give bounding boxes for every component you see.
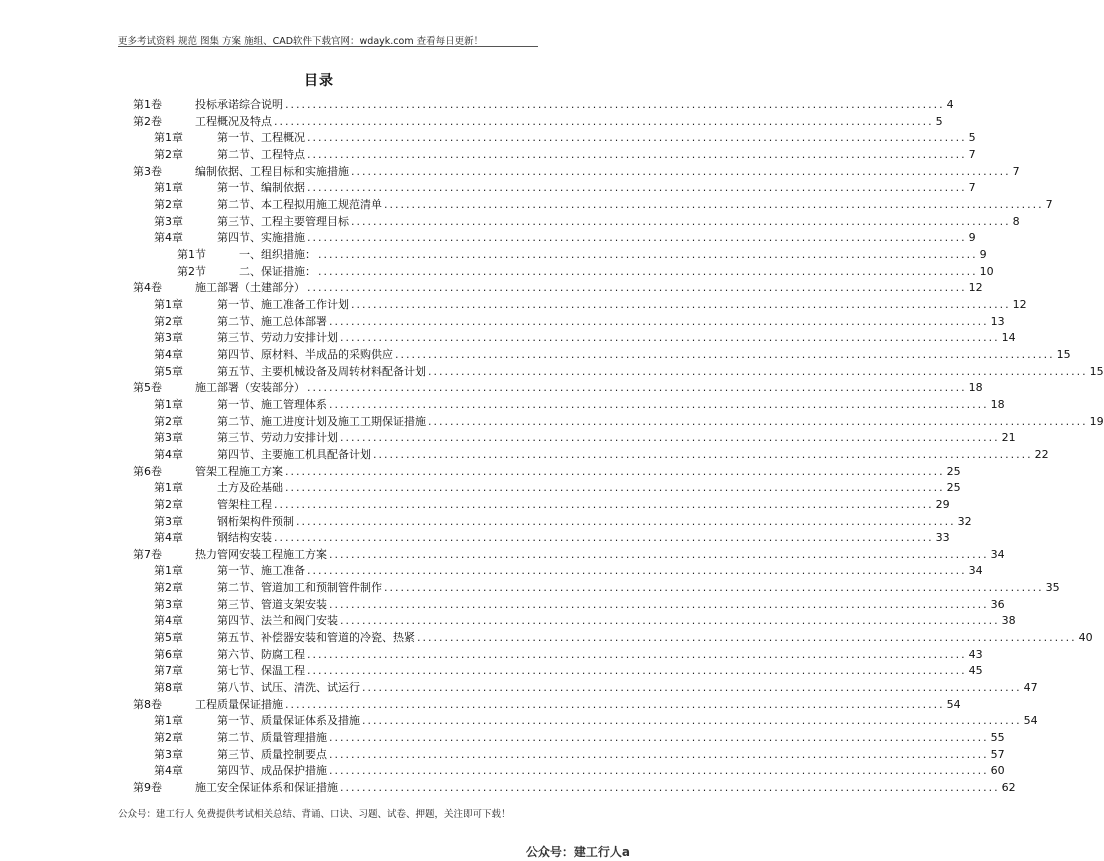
toc-entry[interactable] — [177, 247, 987, 263]
toc-leader-dots: ........................................................................................................................ — [307, 564, 967, 578]
toc-entry-page: 18 — [990, 397, 1005, 411]
toc-entry-title: 第二节、本工程拟用施工规范清单 — [217, 197, 382, 211]
toc-entry-title: 第三节、工程主要管理目标 — [217, 214, 349, 228]
toc-entry-number: 第2章 — [154, 147, 183, 161]
toc-entry-number: 第3卷 — [133, 164, 162, 178]
toc-entry-page: 38 — [1001, 614, 1016, 628]
toc-entry[interactable] — [154, 630, 1093, 646]
toc-entry-page: 47 — [1023, 681, 1038, 695]
toc-leader-dots: ........................................................................................................................ — [307, 647, 967, 661]
toc-entry-number: 第4章 — [154, 614, 183, 628]
toc-entry-title: 第四节、法兰和阀门安装 — [217, 614, 338, 628]
toc-entry-title: 第四节、原材料、半成品的采购供应 — [217, 347, 393, 361]
toc-entry[interactable] — [154, 613, 1016, 629]
toc-leader-dots: ........................................................................................................................ — [318, 264, 978, 278]
toc-entry-page: 35 — [1045, 581, 1060, 595]
toc-entry-title: 第二节、工程特点 — [217, 147, 305, 161]
toc-entry[interactable] — [154, 647, 983, 663]
toc-entry-number: 第4章 — [154, 447, 183, 461]
toc-entry-title: 管架柱工程 — [217, 497, 272, 511]
toc-entry-number: 第5章 — [154, 364, 183, 378]
toc-leader-dots: ........................................................................................................................ — [329, 747, 989, 761]
toc-entry[interactable] — [154, 230, 976, 246]
toc-entry[interactable] — [154, 514, 972, 530]
toc-entry-title: 第一节、施工准备 — [217, 564, 305, 578]
toc-leader-dots: ........................................................................................................................ — [307, 381, 967, 395]
toc-entry-page: 15 — [1089, 364, 1104, 378]
toc-entry-number: 第8章 — [154, 681, 183, 695]
toc-entry-number: 第3章 — [154, 214, 183, 228]
toc-entry[interactable] — [154, 730, 1005, 746]
toc-entry-number: 第1章 — [154, 131, 183, 145]
toc-entry-page: 25 — [946, 464, 961, 478]
toc-entry-title: 施工安全保证体系和保证措施 — [195, 781, 338, 795]
toc-entry[interactable] — [154, 330, 1016, 346]
toc-entry[interactable] — [154, 397, 1005, 413]
toc-leader-dots: ........................................................................................................................ — [296, 514, 956, 528]
toc-leader-dots: ........................................................................................................................ — [274, 531, 934, 545]
toc-entry-title: 第五节、主要机械设备及周转材料配备计划 — [217, 364, 426, 378]
toc-entry-page: 36 — [990, 597, 1005, 611]
toc-entry[interactable] — [154, 663, 983, 679]
toc-entry-number: 第4卷 — [133, 281, 162, 295]
toc-entry-title: 第二节、施工总体部署 — [217, 314, 327, 328]
toc-entry[interactable] — [154, 364, 1104, 380]
toc-entry-number: 第9卷 — [133, 781, 162, 795]
toc-entry-page: 34 — [968, 564, 983, 578]
toc-entry-title: 编制依据、工程目标和实施措施 — [195, 164, 349, 178]
toc-entry[interactable] — [154, 680, 1038, 696]
toc-leader-dots: ........................................................................................................................ — [307, 231, 967, 245]
toc-entry-page: 57 — [990, 747, 1005, 761]
toc-leader-dots: ........................................................................................................................ — [340, 781, 1000, 795]
toc-entry[interactable] — [154, 563, 983, 579]
toc-entry-page: 34 — [990, 547, 1005, 561]
toc-entry[interactable] — [154, 197, 1053, 213]
toc-entry-number: 第7章 — [154, 664, 183, 678]
toc-entry-title: 第三节、劳动力安排计划 — [217, 331, 338, 345]
watermark-text: 公众号：建工行人a — [525, 845, 630, 859]
toc-entry-number: 第3章 — [154, 431, 183, 445]
toc-leader-dots: ........................................................................................................................ — [285, 481, 945, 495]
toc-entry-page: 29 — [935, 497, 950, 511]
toc-entry-page: 60 — [990, 764, 1005, 778]
toc-leader-dots: ........................................................................................................................ — [340, 331, 1000, 345]
toc-leader-dots: ........................................................................................................................ — [274, 114, 934, 128]
toc-entry-title: 钢桁架构件预制 — [217, 514, 294, 528]
toc-leader-dots: ........................................................................................................................ — [384, 197, 1044, 211]
toc-entry[interactable] — [133, 114, 943, 130]
toc-entry-title: 工程概况及特点 — [195, 114, 272, 128]
toc-entry-title: 土方及砼基础 — [217, 481, 283, 495]
toc-entry-title: 施工部署（土建部分） — [195, 281, 305, 295]
toc-entry-number: 第1章 — [154, 181, 183, 195]
toc-entry-title: 第四节、主要施工机具配备计划 — [217, 447, 371, 461]
toc-entry[interactable] — [154, 347, 1071, 363]
toc-leader-dots: ........................................................................................................................ — [417, 631, 1077, 645]
toc-entry-page: 21 — [1001, 431, 1016, 445]
toc-entry-number: 第1节 — [177, 247, 206, 261]
toc-entry-number: 第3章 — [154, 331, 183, 345]
toc-entry-number: 第5章 — [154, 631, 183, 645]
toc-entry-number: 第4章 — [154, 764, 183, 778]
toc-entry-number: 第2章 — [154, 497, 183, 511]
toc-entry-title: 第四节、成品保护措施 — [217, 764, 327, 778]
toc-entry-number: 第1章 — [154, 481, 183, 495]
toc-leader-dots: ........................................................................................................................ — [329, 397, 989, 411]
toc-leader-dots: ........................................................................................................................ — [285, 464, 945, 478]
toc-entry-title: 第二节、施工进度计划及施工工期保证措施 — [217, 414, 426, 428]
toc-entry-title: 第一节、施工准备工作计划 — [217, 297, 349, 311]
toc-entry-number: 第8卷 — [133, 697, 162, 711]
toc-entry-title: 管架工程施工方案 — [195, 464, 283, 478]
toc-entry-page: 12 — [1012, 297, 1027, 311]
toc-entry[interactable] — [154, 597, 1005, 613]
toc-entry-page: 25 — [946, 481, 961, 495]
toc-entry-number: 第4章 — [154, 531, 183, 545]
toc-entry-number: 第2章 — [154, 414, 183, 428]
toc-entry-page: 43 — [968, 647, 983, 661]
toc-entry-number: 第1章 — [154, 714, 183, 728]
toc-entry-number: 第2章 — [154, 314, 183, 328]
toc-entry-title: 第二节、质量管理措施 — [217, 731, 327, 745]
toc-entry[interactable] — [133, 464, 961, 480]
footer-text: 公众号：建工行人 免费提供考试相关总结、背诵、口诀、习题、试卷、押题，关注即可下载！ — [118, 809, 511, 820]
toc-entry-page: 62 — [1001, 781, 1016, 795]
toc-leader-dots: ........................................................................................................................ — [384, 581, 1044, 595]
toc-entry-page: 7 — [968, 147, 976, 161]
toc-leader-dots: ........................................................................................................................ — [329, 597, 989, 611]
toc-leader-dots: ........................................................................................................................ — [351, 214, 1011, 228]
toc-entry[interactable] — [154, 580, 1060, 596]
toc-entry-number: 第1章 — [154, 397, 183, 411]
toc-leader-dots: ........................................................................................................................ — [340, 431, 1000, 445]
toc-entry[interactable] — [154, 447, 1049, 463]
toc-leader-dots: ........................................................................................................................ — [329, 547, 989, 561]
toc-leader-dots: ........................................................................................................................ — [318, 247, 978, 261]
toc-entry-page: 5 — [935, 114, 943, 128]
toc-entry[interactable] — [154, 414, 1104, 430]
toc-leader-dots: ........................................................................................................................ — [428, 414, 1088, 428]
toc-entry[interactable] — [133, 380, 983, 396]
toc-entry-title: 一、组织措施： — [239, 247, 316, 261]
toc-entry[interactable] — [154, 147, 976, 163]
toc-entry-title: 第六节、防腐工程 — [217, 647, 305, 661]
toc-entry-number: 第7卷 — [133, 547, 162, 561]
toc-entry-number: 第3章 — [154, 514, 183, 528]
site-header-text: 更多考试资料 规范 图集 方案 施组、CAD软件下载官网：wdayk.com 查看每日更新！ — [118, 36, 484, 47]
toc-entry[interactable] — [154, 214, 1020, 230]
toc-entry-number: 第1章 — [154, 297, 183, 311]
toc-entry[interactable] — [154, 314, 1005, 330]
toc-entry-title: 第三节、管道支架安装 — [217, 597, 327, 611]
toc-leader-dots: ........................................................................................................................ — [351, 297, 1011, 311]
toc-leader-dots: ........................................................................................................................ — [395, 347, 1055, 361]
toc-entry-number: 第2章 — [154, 197, 183, 211]
toc-entry-number: 第3章 — [154, 597, 183, 611]
toc-leader-dots: ........................................................................................................................ — [329, 731, 989, 745]
toc-leader-dots: ........................................................................................................................ — [362, 681, 1022, 695]
toc-entry-page: 33 — [935, 531, 950, 545]
toc-entry[interactable] — [154, 713, 1038, 729]
toc-entry-page: 55 — [990, 731, 1005, 745]
toc-entry[interactable] — [133, 97, 954, 113]
toc-entry-page: 54 — [1023, 714, 1038, 728]
toc-entry-number: 第2节 — [177, 264, 206, 278]
toc-entry-title: 热力管网安装工程施工方案 — [195, 547, 327, 561]
toc-entry-title: 钢结构安装 — [217, 531, 272, 545]
toc-entry-page: 13 — [990, 314, 1005, 328]
toc-entry-number: 第4章 — [154, 347, 183, 361]
toc-entry[interactable] — [154, 763, 1005, 779]
toc-entry-page: 45 — [968, 664, 983, 678]
toc-entry[interactable] — [133, 780, 1016, 796]
toc-entry-page: 7 — [968, 181, 976, 195]
toc-leader-dots: ........................................................................................................................ — [329, 764, 989, 778]
toc-entry-title: 第七节、保温工程 — [217, 664, 305, 678]
toc-leader-dots: ........................................................................................................................ — [285, 98, 945, 111]
toc-entry-title: 第三节、劳动力安排计划 — [217, 431, 338, 445]
toc-entry-title: 第一节、施工管理体系 — [217, 397, 327, 411]
toc-entry-title: 施工部署（安装部分） — [195, 381, 305, 395]
toc-entry-page: 19 — [1089, 414, 1104, 428]
toc-entry[interactable] — [154, 430, 1016, 446]
toc-entry-page: 40 — [1078, 631, 1093, 645]
toc-entry[interactable] — [154, 530, 950, 546]
toc-leader-dots: ........................................................................................................................ — [307, 147, 967, 161]
toc-entry-page: 7 — [1045, 197, 1053, 211]
toc-leader-dots: ........................................................................................................................ — [307, 131, 967, 145]
toc-entry-title: 第一节、编制依据 — [217, 181, 305, 195]
toc-entry-title: 第一节、质量保证体系及措施 — [217, 714, 360, 728]
page-title: 目录 — [304, 73, 334, 89]
toc-entry-page: 18 — [968, 381, 983, 395]
toc-entry-number: 第2卷 — [133, 114, 162, 128]
toc-entry[interactable] — [133, 280, 983, 296]
toc-leader-dots: ........................................................................................................................ — [307, 664, 967, 678]
toc-entry-title: 第一节、工程概况 — [217, 131, 305, 145]
toc-entry-page: 12 — [968, 281, 983, 295]
toc-entry-number: 第6卷 — [133, 464, 162, 478]
toc-entry[interactable] — [154, 747, 1005, 763]
toc-entry[interactable] — [154, 180, 976, 196]
toc-leader-dots: ........................................................................................................................ — [307, 281, 967, 295]
toc-leader-dots: ........................................................................................................................ — [329, 314, 989, 328]
toc-entry-title: 二、保证措施： — [239, 264, 316, 278]
toc-entry-title: 第八节、试压、清洗、试运行 — [217, 681, 360, 695]
toc-entry-title: 第二节、管道加工和预制管件制作 — [217, 581, 382, 595]
toc-entry-page: 7 — [1012, 164, 1020, 178]
toc-leader-dots: ........................................................................................................................ — [285, 697, 945, 711]
toc-entry-page: 9 — [979, 247, 987, 261]
toc-entry[interactable] — [133, 697, 961, 713]
toc-leader-dots: ........................................................................................................................ — [307, 181, 967, 195]
toc-entry[interactable] — [154, 297, 1027, 313]
toc-leader-dots: ........................................................................................................................ — [351, 164, 1011, 178]
toc-entry[interactable] — [133, 164, 1020, 180]
toc-entry-page: 22 — [1034, 447, 1049, 461]
toc-entry-page: 4 — [946, 98, 954, 111]
toc-leader-dots: ........................................................................................................................ — [340, 614, 1000, 628]
toc-entry-number: 第4章 — [154, 231, 183, 245]
toc-leader-dots: ........................................................................................................................ — [274, 497, 934, 511]
toc-entry-page: 9 — [968, 231, 976, 245]
toc-entry-title: 第四节、实施措施 — [217, 231, 305, 245]
toc-entry-number: 第2章 — [154, 581, 183, 595]
toc-entry-title: 工程质量保证措施 — [195, 697, 283, 711]
toc-leader-dots: ........................................................................................................................ — [373, 447, 1033, 461]
toc-entry-number: 第5卷 — [133, 381, 162, 395]
toc-entry-page: 54 — [946, 697, 961, 711]
toc-entry[interactable] — [177, 264, 994, 280]
toc-entry[interactable] — [154, 497, 950, 513]
toc-entry-number: 第1章 — [154, 564, 183, 578]
toc-entry-page: 15 — [1056, 347, 1071, 361]
toc-entry-page: 32 — [957, 514, 972, 528]
toc-leader-dots: ........................................................................................................................ — [428, 364, 1088, 378]
toc-entry-page: 5 — [968, 131, 976, 145]
toc-entry-number: 第3章 — [154, 747, 183, 761]
toc-entry-page: 8 — [1012, 214, 1020, 228]
toc-entry-page: 14 — [1001, 331, 1016, 345]
toc-entry-number: 第1卷 — [133, 98, 162, 111]
toc-entry[interactable] — [154, 480, 961, 496]
toc-entry-title: 投标承诺综合说明 — [195, 98, 283, 111]
toc-entry-number: 第6章 — [154, 647, 183, 661]
toc-entry-title: 第三节、质量控制要点 — [217, 747, 327, 761]
header-divider — [118, 46, 538, 47]
toc-entry-number: 第2章 — [154, 731, 183, 745]
toc-entry[interactable] — [154, 130, 976, 146]
toc-leader-dots: ........................................................................................................................ — [362, 714, 1022, 728]
toc-entry-page: 10 — [979, 264, 994, 278]
toc-entry-title: 第五节、补偿器安装和管道的冷瓷、热紧 — [217, 631, 415, 645]
toc-entry[interactable] — [133, 547, 1005, 563]
